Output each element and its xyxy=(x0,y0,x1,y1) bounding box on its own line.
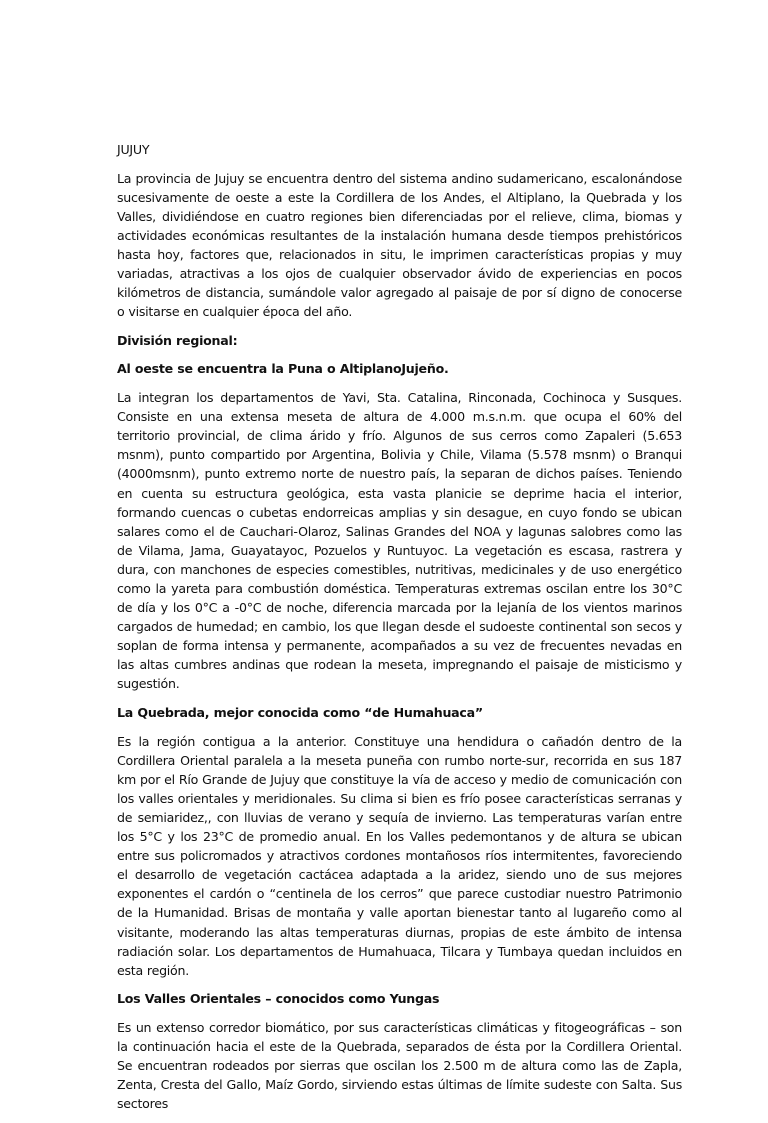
document-title: JUJUY xyxy=(117,142,150,157)
intro-paragraph: La provincia de Jujuy se encuentra dentro del sistema andino sudamericano, escalonándose sucesivamente de oeste a este la Cordillera de los Andes, el Altiplano, la Quebrada y los Valles, dividiéndose en cuatro regiones bien diferenciadas por el relieve, clima, biomas y actividades económicas resultantes de la instalación humana desde tiempos prehistóricos hasta hoy, factores que, relacionados in situ, le imprimen características propias y muy variadas, atractivas a los ojos de cualquier observador ávido de experiencias en pocos kilómetros de distancia, sumándole valor agregado al paisaje de por sí digno de conocerse o visitarse en cualquier época del año. xyxy=(117,170,682,320)
valles-heading: Los Valles Orientales – conocidos como Yungas xyxy=(117,991,440,1007)
puna-paragraph: La integran los departamentos de Yavi, Sta. Catalina, Rinconada, Cochinoca y Susques. Consiste en una extensa meseta de altura de 4.000 m.s.n.m. que ocupa el 60% del territorio provincial, de clima árido y frío. Algunos de sus cerros como Zapaleri (5.653 msnm), punto compartido por Argentina, Bolivia y Chile, Vilama (5.578 msnm) o Branqui (4000msnm), punto extremo norte de nuestro país, la separan de dichos países. Teniendo en cuenta su estructura geológica, esta vasta planicie se deprime hacia el interior, formando cuencas o cubetas endorreicas amplias y sin desague, en cuyo fondo se ubican salares como el de Cauchari-Olaroz, Salinas Grandes del NOA y lagunas salobres como las de Vilama, Jama, Guayatayoc, Pozuelos y Runtuyoc. La vegetación es escasa, rastrera y dura, con manchones de especies comestibles, nutritivas, medicinales y de uso energético como la yareta para combustión doméstica. Temperaturas extremas oscilan entre los 30°C de día y los 0°C a -0°C de noche, diferencia marcada por la lejanía de los vientos marinos cargados de humedad; en cambio, los que llegan desde el sudoeste continental son secos y soplan de forma intensa y permanente, acompañados a su vez de frecuentes nevadas en las altas cumbres andinas que rodean la meseta, impregnando el paisaje de misticismo y sugestión. xyxy=(117,390,682,692)
quebrada-heading: La Quebrada, mejor conocida como “de Humahuaca” xyxy=(117,705,483,721)
quebrada-paragraph: Es la región contigua a la anterior. Constituye una hendidura o cañadón dentro de la Cordillera Oriental paralela a la meseta puneña con rumbo norte-sur, recorrida en sus 187 km por el Río Grande de Jujuy que constituye la vía de acceso y medio de comunicación con los valles orientales y meridionales. Su clima si bien es frío posee características serranas y de semiaridez,, con lluvias de verano y sequía de invierno. Las temperaturas varían entre los 5°C y los 23°C de promedio anual. En los Valles pedemontanos y de altura se ubican entre sus policromados y atractivos cordones montañosos ríos intermitentes, favoreciendo el desarrollo de vegetación cactácea adaptada a la aridez, siendo uno de sus mejores exponentes el cardón o “centinela de los cerros” que parece custodiar nuestro Patrimonio de la Humanidad. Brisas de montaña y valle aportan bienestar tanto al lugareño como al visitante, moderando las altas temperaturas diurnas, propias de este ámbito de intensa radiación solar. Los departamentos de Humahuaca, Tilcara y Tumbaya quedan incluidos en esta región. xyxy=(117,733,682,978)
section-heading: División regional: xyxy=(117,332,238,348)
document-page xyxy=(117,140,682,1123)
valles-paragraph: Es un extenso corredor biomático, por sus características climáticas y fitogeográficas – son la continuación hacia el este de la Quebrada, separados de ésta por la Cordillera Oriental. Se encuentran rodeados por sierras que oscilan los 2.500 m de altura como las de Zapla, Zenta, Cresta del Gallo, Maíz Gordo, sirviendo estas últimas de límite sudeste con Salta. Sus sectores xyxy=(117,1019,682,1112)
puna-heading: Al oeste se encuentra la Puna o AltiplanoJujeño. xyxy=(117,361,449,377)
